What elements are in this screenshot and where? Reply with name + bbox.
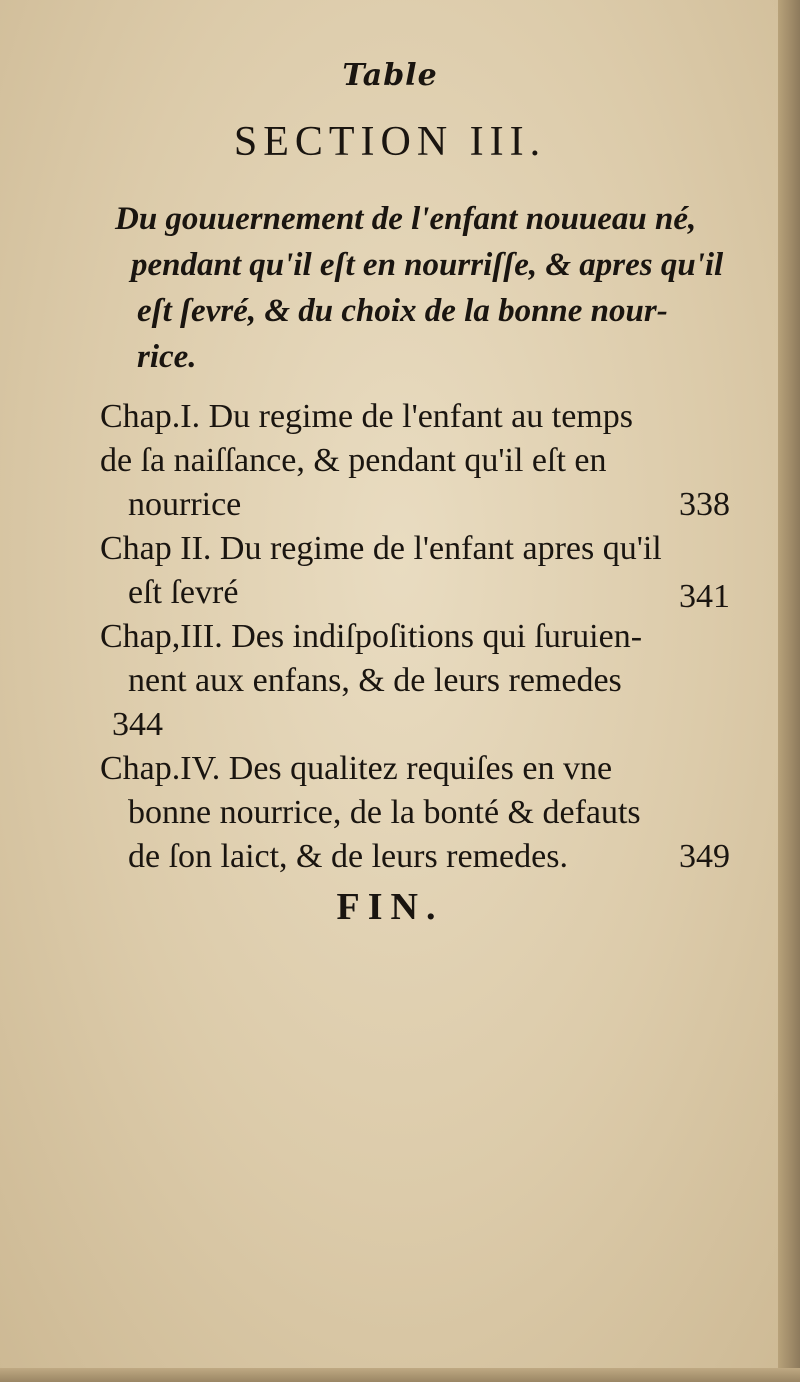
toc-entry-chap-2: [100, 527, 730, 615]
subtitle-line: rice.: [137, 339, 197, 375]
toc-entry-line: nent aux enfans, & de leurs remedes: [128, 662, 622, 699]
toc-entry-chap-4: [100, 747, 730, 879]
section-subtitle: [115, 196, 735, 380]
toc-entry-line: bonne nourrice, de la bonté & defauts: [128, 794, 641, 831]
section-title: SECTION III.: [233, 119, 547, 165]
toc-entry-line: Chap.IV. Des qualitez requiſes en vne: [100, 750, 613, 787]
toc-page-number: 341: [679, 578, 730, 615]
toc-entry-line: Chap.I. Du regime de l'enfant au temps: [100, 398, 633, 435]
toc-entry-line: Chap II. Du regime de l'enfant apres qu'il: [100, 530, 662, 567]
toc-page-number: 349: [679, 838, 730, 875]
running-title: Table: [342, 58, 438, 93]
page-edge-bottom: [0, 1368, 800, 1382]
page-edge: [778, 0, 800, 1382]
fin-mark: FIN.: [336, 886, 444, 928]
subtitle-line: Du gouuernement de l'enfant nouueau né,: [115, 201, 697, 237]
toc-entry-line: de ſon laict, & de leurs remedes.: [128, 838, 568, 875]
toc-entry-line: Chap,III. Des indiſpoſitions qui ſuruien-: [100, 618, 643, 655]
toc-entry-chap-3: [100, 615, 730, 747]
table-of-contents: [100, 395, 730, 879]
toc-entry-line: nourrice: [128, 486, 242, 523]
toc-entry-line: de ſa naiſſance, & pendant qu'il eſt en: [100, 442, 607, 479]
toc-entry-chap-1: [100, 395, 730, 527]
subtitle-line: pendant qu'il eſt en nourriſſe, & apres qu'il: [131, 247, 724, 283]
toc-entry-line: eſt ſevré: [128, 574, 239, 611]
toc-entry-line: 344: [112, 706, 163, 743]
subtitle-line: eſt ſevré, & du choix de la bonne nour-: [137, 293, 668, 329]
toc-page-number: 338: [679, 486, 730, 523]
